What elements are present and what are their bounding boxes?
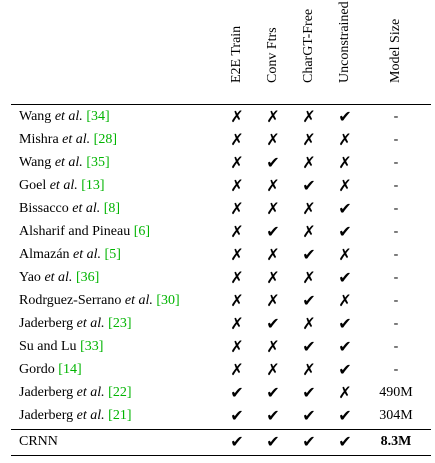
table-row <box>11 221 431 244</box>
table-row <box>11 382 431 405</box>
citation-link[interactable]: [30] <box>156 293 180 308</box>
table-row <box>11 244 431 267</box>
method-name: Gordo [14] <box>19 362 82 377</box>
model-size-value: 304M <box>379 408 413 423</box>
cross-icon: ✗ <box>338 176 352 195</box>
model-size-value: - <box>393 109 399 124</box>
header-chargt-free: CharGT-Free <box>301 8 316 83</box>
model-size-value: - <box>393 316 399 331</box>
table-row <box>11 198 431 221</box>
cross-icon: ✗ <box>302 314 316 333</box>
check-icon: ✔ <box>266 314 280 333</box>
cross-icon: ✗ <box>230 360 244 379</box>
table-row <box>11 175 431 198</box>
model-size-value: - <box>393 155 399 170</box>
method-name: Yao et al. [36] <box>19 270 100 285</box>
cross-icon: ✗ <box>230 245 244 264</box>
model-size-value: 490M <box>379 385 413 400</box>
check-icon: ✔ <box>338 360 352 379</box>
check-icon: ✔ <box>338 432 352 451</box>
check-icon: ✔ <box>338 199 352 218</box>
citation-link[interactable]: [23] <box>108 316 132 331</box>
model-size-value: - <box>393 178 399 193</box>
check-icon: ✔ <box>230 432 244 451</box>
check-icon: ✔ <box>302 337 316 356</box>
cross-icon: ✗ <box>302 199 316 218</box>
cross-icon: ✗ <box>230 268 244 287</box>
check-icon: ✔ <box>266 153 280 172</box>
cross-icon: ✗ <box>266 199 280 218</box>
header-conv-ftrs: Conv Ftrs <box>265 27 280 83</box>
model-size-value: 8.3M <box>380 434 412 449</box>
check-icon: ✔ <box>338 337 352 356</box>
cross-icon: ✗ <box>230 199 244 218</box>
cross-icon: ✗ <box>302 107 316 126</box>
citation-link[interactable]: [35] <box>86 155 110 170</box>
model-size-value: - <box>393 132 399 147</box>
table-row <box>11 152 431 175</box>
cross-icon: ✗ <box>266 176 280 195</box>
citation-link[interactable]: [14] <box>58 362 82 377</box>
table-row <box>11 106 431 129</box>
mid-rule <box>11 429 431 430</box>
model-size-value: - <box>393 224 399 239</box>
method-name: Wang et al. [34] <box>19 109 110 124</box>
citation-link[interactable]: [36] <box>75 270 100 285</box>
header-e2e-train: E2E Train <box>229 25 244 83</box>
check-icon: ✔ <box>302 406 316 425</box>
cross-icon: ✗ <box>230 222 244 241</box>
citation-link[interactable]: [8] <box>103 201 121 216</box>
check-icon: ✔ <box>338 406 352 425</box>
cross-icon: ✗ <box>302 222 316 241</box>
cross-icon: ✗ <box>230 337 244 356</box>
table-header <box>11 0 431 103</box>
cross-icon: ✗ <box>266 337 280 356</box>
cross-icon: ✗ <box>338 153 352 172</box>
table-row <box>11 405 431 428</box>
check-icon: ✔ <box>338 222 352 241</box>
model-size-value: - <box>393 270 399 285</box>
method-name: Almazán et al. [5] <box>19 247 121 262</box>
model-size-value: - <box>393 201 399 216</box>
method-name: Goel et al. [13] <box>19 178 105 193</box>
bottom-rule <box>11 455 431 456</box>
check-icon: ✔ <box>338 268 352 287</box>
citation-link[interactable]: [6] <box>133 224 151 239</box>
header-model-size: Model Size <box>388 18 403 83</box>
check-icon: ✔ <box>302 245 316 264</box>
method-name: CRNN <box>19 434 58 449</box>
model-size-value: - <box>393 247 399 262</box>
table-row <box>11 359 431 382</box>
citation-link[interactable]: [22] <box>108 385 132 400</box>
cross-icon: ✗ <box>230 153 244 172</box>
method-name: Bissacco et al. [8] <box>19 201 121 216</box>
method-name: Jaderberg et al. [22] <box>19 385 132 400</box>
cross-icon: ✗ <box>266 130 280 149</box>
citation-link[interactable]: [28] <box>93 132 117 147</box>
cross-icon: ✗ <box>266 360 280 379</box>
cross-icon: ✗ <box>338 130 352 149</box>
cross-icon: ✗ <box>266 107 280 126</box>
method-name: Jaderberg et al. [23] <box>19 316 132 331</box>
citation-link[interactable]: [5] <box>104 247 121 262</box>
method-name: Su and Lu [33] <box>19 339 104 354</box>
citation-link[interactable]: [21] <box>108 408 132 423</box>
method-name: Rodrguez-Serrano et al. [30] <box>19 293 180 308</box>
cross-icon: ✗ <box>266 291 280 310</box>
model-size-value: - <box>393 339 399 354</box>
table-row <box>11 129 431 152</box>
comparison-table <box>11 0 431 463</box>
table-row <box>11 313 431 336</box>
table-row <box>11 336 431 359</box>
cross-icon: ✗ <box>230 176 244 195</box>
table-row <box>11 267 431 290</box>
check-icon: ✔ <box>338 314 352 333</box>
cross-icon: ✗ <box>302 268 316 287</box>
check-icon: ✔ <box>266 383 280 402</box>
header-unconstrained: Unconstrained <box>337 1 352 83</box>
cross-icon: ✗ <box>230 107 244 126</box>
cross-icon: ✗ <box>302 360 316 379</box>
model-size-value: - <box>393 293 399 308</box>
method-name: Wang et al. [35] <box>19 155 110 170</box>
table-row-crnn <box>11 431 431 454</box>
citation-link[interactable]: [13] <box>81 178 105 193</box>
check-icon: ✔ <box>266 432 280 451</box>
cross-icon: ✗ <box>266 245 280 264</box>
check-icon: ✔ <box>302 432 316 451</box>
model-size-value: - <box>393 362 399 377</box>
cross-icon: ✗ <box>230 314 244 333</box>
check-icon: ✔ <box>302 383 316 402</box>
cross-icon: ✗ <box>230 291 244 310</box>
method-name: Alsharif and Pineau [6] <box>19 224 151 239</box>
method-name: Mishra et al. [28] <box>19 132 117 147</box>
cross-icon: ✗ <box>302 130 316 149</box>
check-icon: ✔ <box>266 406 280 425</box>
cross-icon: ✗ <box>302 153 316 172</box>
cross-icon: ✗ <box>338 383 352 402</box>
cross-icon: ✗ <box>338 291 352 310</box>
check-icon: ✔ <box>266 222 280 241</box>
check-icon: ✔ <box>230 406 244 425</box>
cross-icon: ✗ <box>230 130 244 149</box>
cross-icon: ✗ <box>266 268 280 287</box>
check-icon: ✔ <box>302 176 316 195</box>
citation-link[interactable]: [34] <box>86 109 110 124</box>
table-row <box>11 290 431 313</box>
method-name: Jaderberg et al. [21] <box>19 408 132 423</box>
check-icon: ✔ <box>338 107 352 126</box>
check-icon: ✔ <box>230 383 244 402</box>
check-icon: ✔ <box>302 291 316 310</box>
citation-link[interactable]: [33] <box>80 339 104 354</box>
cross-icon: ✗ <box>338 245 352 264</box>
